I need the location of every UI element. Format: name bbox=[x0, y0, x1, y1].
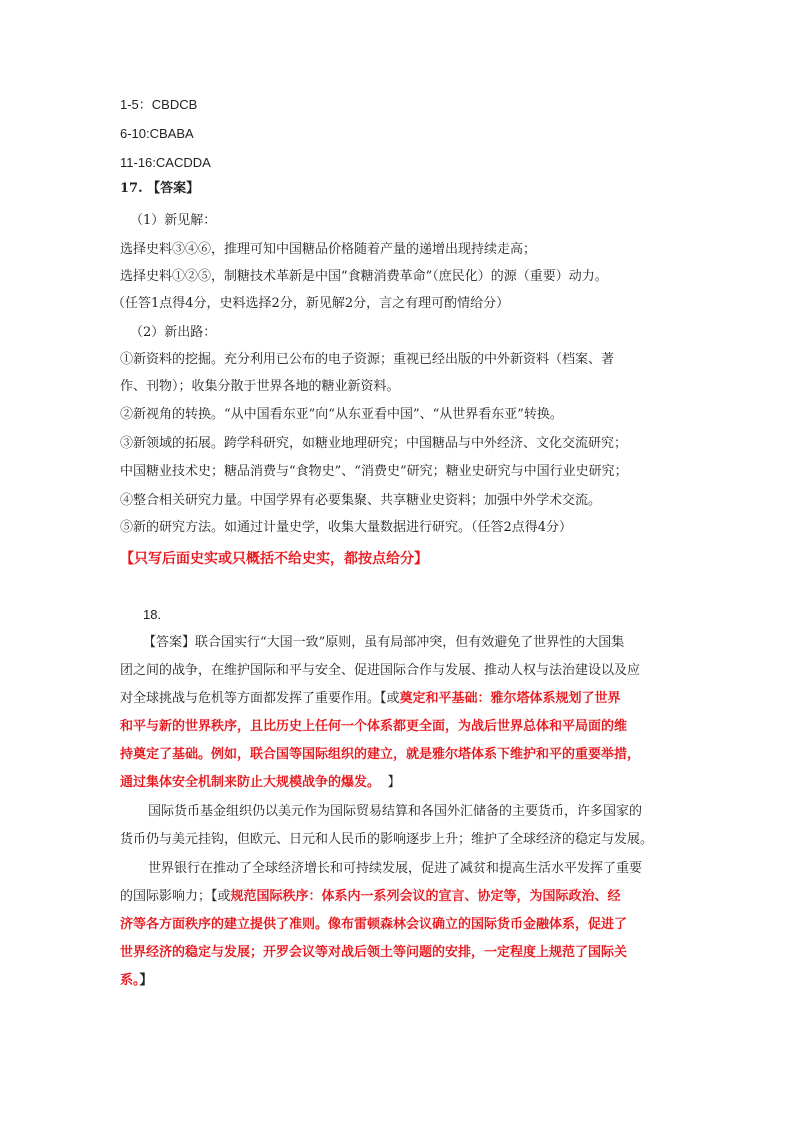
q18-para2-line: 货币仍与美元挂钩，但欧元、日元和人民币的影响逐步上升；维护了全球经济的稳定与发展。 bbox=[120, 832, 654, 847]
q17-part2-line: ⑤新的研究方法。如通过计量史学，收集大量数据进行研究。（任答2点得4分） bbox=[120, 520, 573, 535]
q18-para3-line2-black: 的国际影响力；【或 bbox=[120, 889, 231, 904]
q18-number: 18. bbox=[143, 607, 162, 622]
choice-answers-11-16: 11-16:CACDDA bbox=[120, 155, 211, 170]
q17-part2-line: 作、刊物）；收集分散于世界各地的糖业新资料。 bbox=[120, 379, 400, 394]
q17-part2-line: ②新视角的转换。“从中国看东亚”向“从东亚看中国”、“从世界看东亚”转换。 bbox=[120, 407, 563, 422]
q18-para1-line1: 【答案】联合国实行“大国一致”原则，虽有局部冲突，但有效避免了世界性的大国集 bbox=[143, 635, 625, 650]
q17-part2-line: 中国糖业技术史；糖品消费与“食物史”、“消费史”研究；糖业史研究与中国行业史研究； bbox=[120, 464, 628, 479]
q18-para1-line3 bbox=[120, 689, 621, 709]
q18-para1-red-line: 通过集体安全机制来防止大规模战争的爆发。 bbox=[120, 775, 374, 790]
q17-part2-line: ③新领域的拓展。跨学科研究，如糖业地理研究；中国糖品与中外经济、文化交流研究； bbox=[120, 436, 628, 451]
choice-answers-1-5: 1-5：CBDCB bbox=[120, 97, 198, 112]
q17-part1-line2: 选择史料①②⑤，制糖技术革新是中国“食糖消费革命”（庶民化）的源（重要）动力。 bbox=[120, 269, 608, 284]
q18-para3-red-line: 世界经济的稳定与发展；开罗会议等对战后领土等问题的安排，一定程度上规范了国际关 bbox=[120, 945, 628, 960]
q17-heading: 17. 【答案】 bbox=[120, 181, 200, 196]
q17-part1-label: （1）新见解： bbox=[130, 213, 217, 228]
q17-scoring-note: （任答1点得4分，史料选择2分，新见解2分，言之有理可酌情给分） bbox=[112, 296, 510, 311]
q17-part1-line1: 选择史料③④⑥，推理可知中国糖品价格随着产量的递增出现持续走高； bbox=[120, 242, 537, 257]
q18-para2-line: 国际货币基金组织仍以美元作为国际贸易结算和各国外汇储备的主要货币，许多国家的 bbox=[148, 804, 643, 819]
q18-para1-red-line: 持奠定了基础。例如，联合国等国际组织的建立，就是雅尔塔体系下维护和平的重要举措， bbox=[120, 747, 641, 762]
q18-para1-line6 bbox=[120, 773, 401, 793]
q17-part2-label: （2）新出路： bbox=[130, 325, 217, 340]
q18-para1-line3-black: 对全球挑战与危机等方面都发挥了重要作用。【或 bbox=[120, 691, 400, 706]
q18-para1-line3-red: 奠定和平基础：雅尔塔体系规划了世界 bbox=[399, 691, 621, 706]
q18-para3-line2-red: 规范国际秩序：体系内一系列会议的宣言、协定等，为国际政治、经 bbox=[230, 889, 621, 904]
q17-red-note: 【只写后面史实或只概括不给史实，都按点给分】 bbox=[120, 551, 428, 567]
q18-para1-red-line: 和平与新的世界秩序，且比历史上任何一个体系都更全面，为战后世界总体和平局面的维 bbox=[120, 719, 628, 734]
q18-para3-line1: 世界银行在推动了全球经济增长和可持续发展，促进了减贫和提高生活水平发挥了重要 bbox=[148, 861, 643, 876]
q18-para3-close-bracket: 】 bbox=[139, 973, 153, 988]
q18-para3-red-line: 济等各方面秩序的建立提供了准则。像布雷顿森林会议确立的国际货币金融体系，促进了 bbox=[120, 917, 628, 932]
choice-answers-6-10: 6-10:CBABA bbox=[120, 126, 194, 141]
q18-para3-last-red: 系。 bbox=[120, 973, 140, 988]
q18-para3-line2 bbox=[120, 887, 621, 907]
q18-para3-last-line bbox=[120, 971, 153, 991]
q17-part2-line: ①新资料的挖掘。充分利用已公布的电子资源；重视已经出版的中外新资料（档案、著 bbox=[120, 352, 615, 367]
q18-para1-close-bracket: 】 bbox=[387, 775, 401, 790]
q17-part2-line: ④整合相关研究力量。中国学界有必要集聚、共享糖业史资料；加强中外学术交流。 bbox=[120, 493, 602, 508]
q18-para1-line2: 团之间的战争，在维护国际和平与安全、促进国际合作与发展、推动人权与法治建设以及应 bbox=[120, 663, 641, 678]
